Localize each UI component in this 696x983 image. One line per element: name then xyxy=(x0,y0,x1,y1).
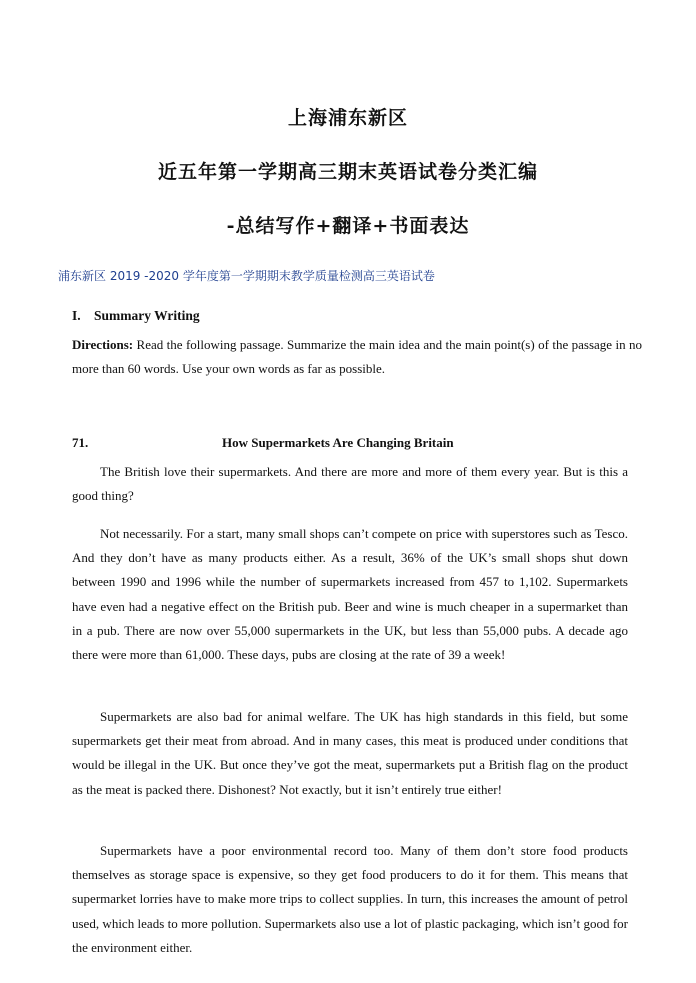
passage-paragraph-4: Supermarkets have a poor environmental record too. Many of them don’t store food products themselves as storage space is expensive, so they get food producers to do it for them. This means that supermarket lorries have to make more trips to collect supplies. In turn, this increases the amount of petrol used, which leads to more pollution. Supermarkets also use a lot of plastic packaging, which isn’t good for the environment either. xyxy=(72,843,628,955)
document-title-line-1: 上海浦东新区 xyxy=(287,107,408,129)
section-label: Summary Writing xyxy=(94,308,200,323)
passage-paragraph-2: Not necessarily. For a start, many small shops can’t compete on price with superstores such as Tesco. And they don’t have as many products either. As a result, 36% of the UK’s small shops shut down between 1990 and 1996 while the number of supermarkets increased from 457 to 1,102. Supermarkets have even had a negative effect on the British pub. Beer and wine is much cheaper in a supermarket than in a pub. There are now over 55,000 supermarkets in the UK, but less than 55,000 pubs. A decade ago there were more than 61,000. These days, pubs are closing at the rate of 39 a week! xyxy=(72,526,628,663)
passage-title: How Supermarkets Are Changing Britain xyxy=(222,435,454,450)
section-number: I. xyxy=(72,308,81,323)
passage-paragraph-3: Supermarkets are also bad for animal welfare. The UK has high standards in this field, but some supermarkets get their meat from abroad. And in many cases, this meat is produced under conditions that would be illegal in the UK. But once they’ve got the meat, supermarkets put a British flag on the product as the meat is packed there. Dishonest? Not exactly, but it isn’t entirely true either! xyxy=(72,709,628,797)
directions-block xyxy=(72,333,642,381)
directions-label: Directions: xyxy=(72,337,134,352)
passage-paragraph-1: The British love their supermarkets. And there are more and more of them every year. But is this a good thing? xyxy=(72,464,628,504)
document-title-line-2: 近五年第一学期高三期末英语试卷分类汇编 xyxy=(157,161,538,183)
exam-source-line: 浦东新区 2019 -2020 学年度第一学期期末教学质量检测高三英语试卷 xyxy=(58,269,435,283)
section-heading xyxy=(72,307,200,325)
question-number: 71. xyxy=(72,435,89,450)
document-title-line-3: -总结写作+翻译+书面表达 xyxy=(226,215,470,237)
directions-text: Read the following passage. Summarize the main idea and the main point(s) of the passage in no more than 60 words. Use your own words as far as possible. xyxy=(72,337,642,376)
